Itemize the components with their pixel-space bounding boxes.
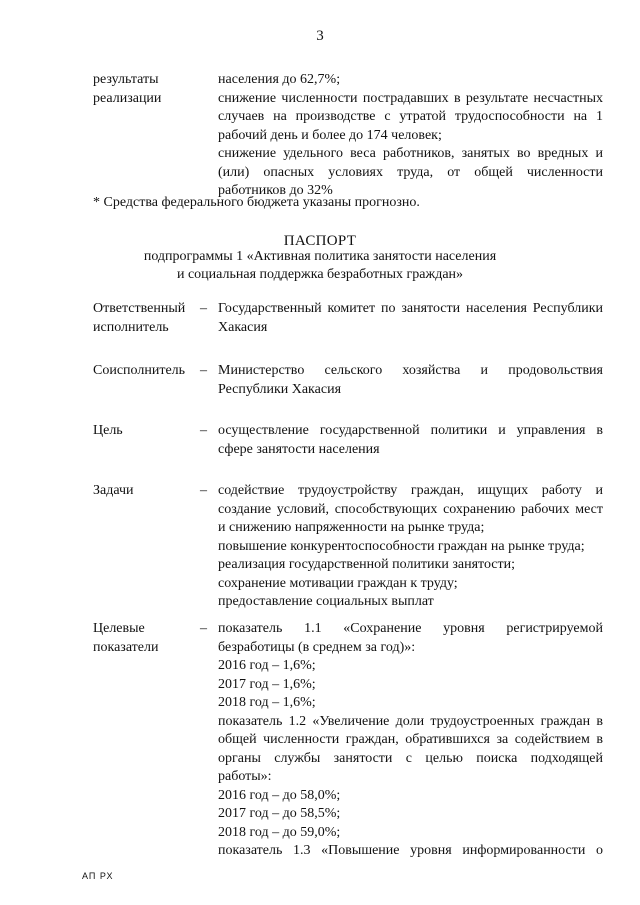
results-label bbox=[93, 71, 193, 108]
section-label bbox=[93, 422, 193, 441]
value-line: Государственный комитет по занятости населения Республики bbox=[218, 301, 603, 316]
passport-subtitle bbox=[0, 248, 640, 284]
value-line: показатель 1.3 «Повышение уровня информированности о bbox=[218, 843, 603, 858]
section-label bbox=[93, 482, 193, 501]
label-line: реализации bbox=[93, 90, 162, 106]
dash: – bbox=[200, 621, 207, 636]
label-line: Цель bbox=[93, 423, 123, 438]
value-line: рабочий день и более до 174 человек; bbox=[218, 127, 442, 143]
value-line: 2016 год – 1,6%; bbox=[218, 658, 316, 673]
page-number: 3 bbox=[316, 28, 324, 44]
footnote: * Средства федерального бюджета указаны прогнозно. bbox=[93, 195, 420, 210]
label-line: результаты bbox=[93, 72, 159, 87]
label-line: Соисполнитель bbox=[93, 363, 186, 378]
value-line: работы»: bbox=[218, 769, 272, 784]
value-line: и снижению напряженности на рынке труда; bbox=[218, 520, 485, 535]
value-line: (или) опасных условиях труда, от общей численности bbox=[218, 164, 603, 180]
value-line: осуществление государственной политики и управления в bbox=[218, 423, 603, 438]
value-line: Республики Хакасия bbox=[218, 381, 342, 397]
label-line: показатели bbox=[93, 639, 159, 655]
value-line: содействие трудоустройству граждан, ищущих работу и bbox=[218, 483, 603, 498]
value-line: 2018 год – 1,6%; bbox=[218, 695, 316, 710]
value-line: сохранение мотивации граждан к труду; bbox=[218, 575, 458, 591]
section-label bbox=[93, 362, 193, 381]
value-line: населения до 62,7%; bbox=[218, 72, 341, 87]
section-value bbox=[218, 620, 603, 861]
section-label bbox=[93, 300, 193, 337]
value-line: 2018 год – до 59,0%; bbox=[218, 824, 341, 840]
value-line: безработицы (в среднем за год)»: bbox=[218, 639, 416, 655]
value-line: общей численности граждан, обратившихся за содействием в bbox=[218, 732, 603, 747]
value-line: 2017 год – 1,6%; bbox=[218, 676, 316, 692]
section-value bbox=[218, 422, 603, 459]
label-line: Ответственный bbox=[93, 301, 186, 316]
value-line: реализация государственной политики занятости; bbox=[218, 557, 516, 572]
dash: – bbox=[200, 423, 207, 438]
section-value bbox=[218, 362, 603, 399]
label-line: Целевые bbox=[93, 621, 145, 636]
label-line: Задачи bbox=[93, 483, 134, 498]
dash: – bbox=[200, 363, 207, 378]
value-line: показатель 1.1 «Сохранение уровня регистрируемой bbox=[218, 621, 603, 636]
value-line: работников до 32% bbox=[218, 183, 333, 198]
label-line: исполнитель bbox=[93, 319, 169, 335]
section-label bbox=[93, 620, 193, 657]
value-line: случаев на производстве с утратой трудоспособности на 1 bbox=[218, 109, 603, 124]
value-line: сфере занятости населения bbox=[218, 441, 380, 457]
section-value bbox=[218, 300, 603, 337]
document-footer: АП РХ bbox=[82, 871, 114, 881]
value-line: снижение удельного веса работников, занятых во вредных и bbox=[218, 146, 603, 161]
subtitle-line: и социальная поддержка безработных граждан» bbox=[176, 267, 464, 282]
value-line: Министерство сельского хозяйства и продовольствия bbox=[218, 363, 603, 378]
dash: – bbox=[200, 483, 207, 498]
results-value bbox=[218, 71, 603, 201]
value-line: снижение численности пострадавших в результате несчастных bbox=[218, 90, 603, 106]
value-line: показатель 1.2 «Увеличение доли трудоустроенных граждан в bbox=[218, 713, 603, 729]
value-line: 2016 год – до 58,0%; bbox=[218, 787, 341, 803]
value-line: предоставление социальных выплат bbox=[218, 594, 434, 609]
value-line: создание условий, способствующих сохранению рабочих мест bbox=[218, 501, 603, 517]
value-line: повышение конкурентоспособности граждан на рынке труда; bbox=[218, 538, 585, 554]
subtitle-line: подпрограммы 1 «Активная политика занятости населения bbox=[143, 249, 497, 264]
dash: – bbox=[200, 301, 207, 316]
value-line: Хакасия bbox=[218, 319, 268, 335]
passport-title: ПАСПОРТ bbox=[283, 233, 357, 249]
section-value bbox=[218, 482, 603, 612]
value-line: органы службы занятости с целью поиска подходящей bbox=[218, 750, 603, 766]
value-line: 2017 год – до 58,5%; bbox=[218, 806, 341, 821]
